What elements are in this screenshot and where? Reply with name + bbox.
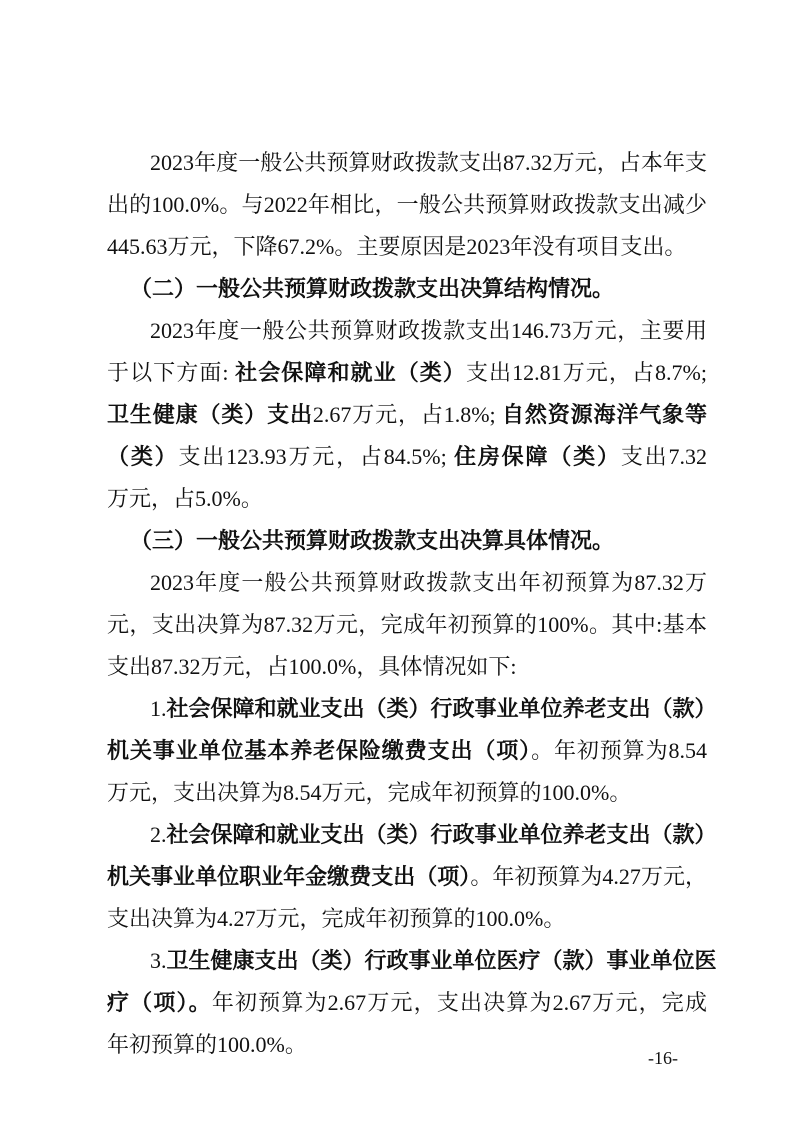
- body-text: 。年初预算为8.54: [531, 738, 707, 763]
- body-text: 。年初预算为4.27万元，: [470, 864, 707, 889]
- body-text: 2023年度一般公共预算财政拨款支出146.73万元，主要用: [150, 318, 707, 343]
- text-line: [107, 988, 707, 1018]
- text-line: [150, 946, 717, 976]
- bold-text: 卫生健康支出（类）行政事业单位医疗（款）事业单位医: [166, 948, 717, 973]
- page-number: -16-: [648, 1048, 678, 1068]
- body-text: 2.: [150, 822, 167, 847]
- body-text: 万元，占5.0%。: [107, 486, 263, 511]
- body-text: 2023年度一般公共预算财政拨款支出87.32万元，占本年支: [150, 150, 707, 175]
- text-line: [130, 526, 707, 556]
- body-text: 3.: [150, 948, 167, 973]
- body-text: 支出决算为4.27万元，完成年初预算的100.0%。: [107, 906, 566, 931]
- bold-text: 卫生健康（类）支出: [107, 402, 313, 427]
- text-line: [107, 358, 707, 388]
- body-text: 支出12.81万元，占8.7%;: [465, 360, 707, 385]
- bold-text: 住房保障（类）: [454, 444, 621, 469]
- text-line: [107, 862, 707, 892]
- text-line: [107, 442, 707, 472]
- text-line: [107, 400, 707, 430]
- bold-text: 自然资源海洋气象等: [502, 402, 707, 427]
- bold-text: （二）一般公共预算财政拨款支出决算结构情况。: [130, 276, 615, 301]
- body-text: 2.67万元，占1.8%;: [312, 402, 503, 427]
- body-text: 445.63万元，下降67.2%。主要原因是2023年没有项目支出。: [107, 234, 687, 259]
- text-line: [130, 274, 707, 304]
- text-line: [107, 610, 707, 640]
- body-text: 支出87.32万元，占100.0%，具体情况如下:: [107, 654, 517, 679]
- text-line: [150, 316, 707, 346]
- body-text: 2023年度一般公共预算财政拨款支出年初预算为87.32万: [150, 570, 707, 595]
- text-line: [107, 736, 707, 766]
- body-text: 元，支出决算为87.32万元，完成年初预算的100%。其中:基本: [107, 612, 707, 637]
- body-text: 1.: [150, 696, 167, 721]
- text-line: [107, 778, 707, 808]
- body-text: 支出123.93万元，占84.5%;: [178, 444, 455, 469]
- text-line: [150, 694, 717, 724]
- bold-text: 机关事业单位职业年金缴费支出（项）: [107, 864, 471, 889]
- text-line: [107, 904, 707, 934]
- bold-text: 社会保障和就业（类）: [235, 360, 466, 385]
- body-text: 万元，支出决算为8.54万元，完成年初预算的100.0%。: [107, 780, 632, 805]
- bold-text: 疗（项）。: [107, 990, 212, 1015]
- text-line: [150, 148, 707, 178]
- text-line: [107, 484, 707, 514]
- bold-text: （类）: [107, 444, 179, 469]
- body-text: 支出7.32: [620, 444, 707, 469]
- text-line: [107, 1030, 707, 1060]
- body-text: 于以下方面:: [107, 360, 236, 385]
- bold-text: 机关事业单位基本养老保险缴费支出（项）: [107, 738, 532, 763]
- text-line: [107, 652, 707, 682]
- text-line: [150, 820, 717, 850]
- text-line: [107, 232, 707, 262]
- body-text: 年初预算为2.67万元，支出决算为2.67万元，完成: [211, 990, 707, 1015]
- text-line: [107, 190, 707, 220]
- bold-text: 社会保障和就业支出（类）行政事业单位养老支出（款）: [166, 822, 717, 847]
- text-line: [150, 568, 707, 598]
- bold-text: 社会保障和就业支出（类）行政事业单位养老支出（款）: [166, 696, 717, 721]
- body-text: 年初预算的100.0%。: [107, 1032, 307, 1057]
- body-text: 出的100.0%。与2022年相比，一般公共预算财政拨款支出减少: [107, 192, 707, 217]
- bold-text: （三）一般公共预算财政拨款支出决算具体情况。: [130, 528, 615, 553]
